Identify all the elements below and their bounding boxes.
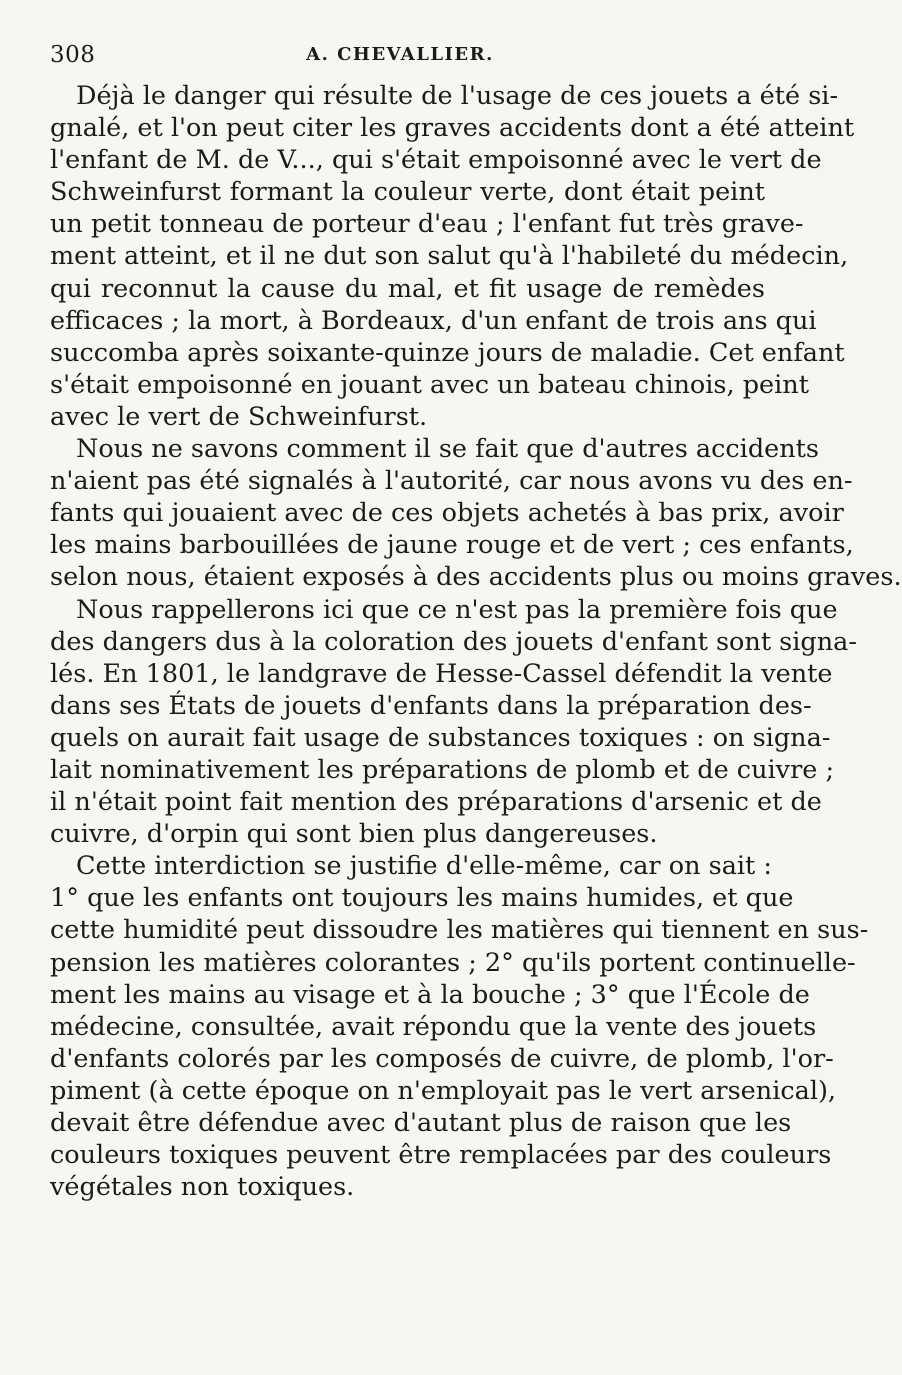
text-line: Cette interdiction se justifie d'elle-même, car on sait : — [76, 851, 772, 882]
text-line: l'enfant de M. de V..., qui s'était empoisonné avec le vert de — [50, 145, 822, 176]
text-line: végétales non toxiques. — [50, 1172, 355, 1203]
text-line: s'était empoisonné en jouant avec un bateau chinois, peint — [50, 369, 809, 400]
text-line: pension les matières colorantes ; 2° qu'ils portent continuelle- — [50, 947, 856, 978]
text-line: dans ses États de jouets d'enfants dans la préparation des- — [50, 690, 812, 721]
text-line: ment les mains au visage et à la bouche ; 3° que l'École de — [50, 979, 810, 1010]
text-line: Déjà le danger qui résulte de l'usage de ces jouets a été si- — [76, 81, 839, 111]
text-line: 1° que les enfants ont toujours les mains humides, et que — [50, 883, 794, 914]
running-head: A. CHEVALLIER. — [306, 44, 494, 65]
text-line: ment atteint, et il ne dut son salut qu'à l'habileté du médecin, — [50, 241, 849, 272]
body-text — [50, 80, 902, 1203]
text-line: lait nominativement les préparations de plomb et de cuivre ; — [50, 754, 835, 785]
text-line: devait être défendue avec d'autant plus de raison que les — [50, 1108, 792, 1138]
text-line: efficaces ; la mort, à Bordeaux, d'un enfant de trois ans qui — [50, 305, 817, 336]
text-line: couleurs toxiques peuvent être remplacées par des couleurs — [50, 1140, 832, 1171]
page-number: 308 — [50, 42, 96, 68]
paragraph — [50, 594, 857, 851]
paragraph — [50, 80, 855, 433]
text-line: fants qui jouaient avec de ces objets achetés à bas prix, avoir — [50, 498, 844, 529]
text-line: gnalé, et l'on peut citer les graves accidents dont a été atteint — [50, 113, 855, 144]
text-line: selon nous, étaient exposés à des accidents plus ou moins graves. — [50, 562, 902, 593]
text-line: qui reconnut la cause du mal, et fit usage de remèdes — [50, 273, 765, 304]
text-line: Nous rappellerons ici que ce n'est pas la première fois que — [76, 594, 838, 625]
text-line: un petit tonneau de porteur d'eau ; l'enfant fut très grave- — [50, 209, 804, 240]
page-header — [50, 42, 750, 78]
text-line: succomba après soixante-quinze jours de maladie. Cet enfant — [50, 337, 845, 368]
text-line: lés. En 1801, le landgrave de Hesse-Cassel défendit la vente — [50, 658, 833, 689]
text-line: les mains barbouillées de jaune rouge et de vert ; ces enfants, — [50, 530, 854, 561]
text-line: d'enfants colorés par les composés de cuivre, de plomb, l'or- — [50, 1043, 834, 1074]
text-line: cuivre, d'orpin qui sont bien plus dangereuses. — [50, 819, 658, 850]
text-line: médecine, consultée, avait répondu que la vente des jouets — [50, 1011, 817, 1042]
text-line: Nous ne savons comment il se fait que d'autres accidents — [76, 434, 819, 465]
text-line: quels on aurait fait usage de substances toxiques : on signa- — [50, 722, 831, 753]
text-line: des dangers dus à la coloration des jouets d'enfant sont signa- — [50, 626, 857, 657]
text-line: avec le vert de Schweinfurst. — [50, 401, 428, 432]
text-line: il n'était point fait mention des préparations d'arsenic et de — [50, 787, 822, 818]
paragraph — [50, 850, 869, 1203]
text-line: n'aient pas été signalés à l'autorité, car nous avons vu des en- — [50, 466, 853, 497]
text-line: piment (à cette époque on n'employait pas le vert arsenical), — [50, 1075, 837, 1106]
text-line: cette humidité peut dissoudre les matières qui tiennent en sus- — [50, 915, 869, 946]
paragraph — [50, 433, 902, 593]
text-line: Schweinfurst formant la couleur verte, dont était peint — [50, 177, 765, 208]
